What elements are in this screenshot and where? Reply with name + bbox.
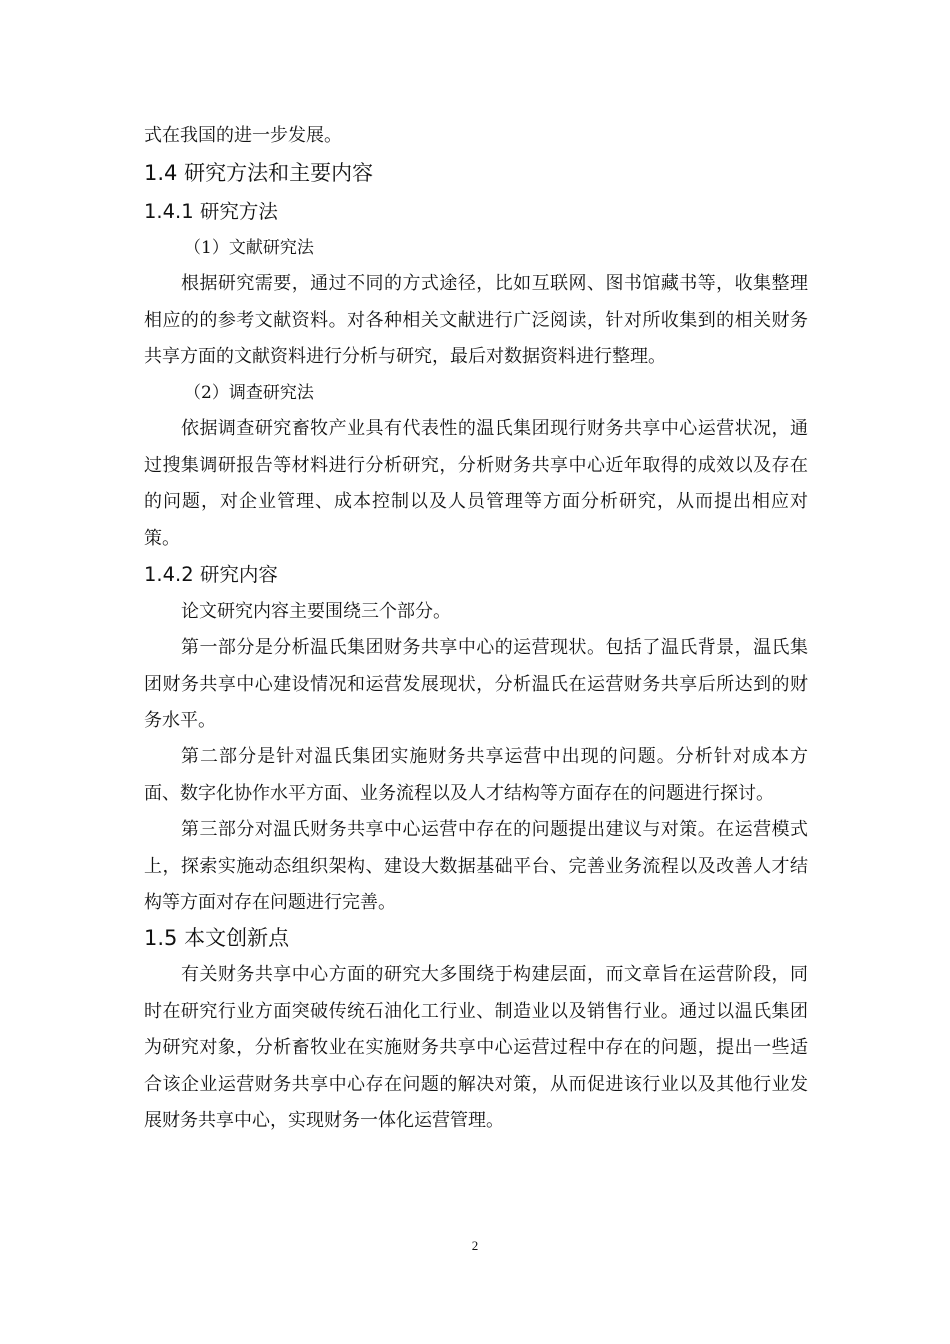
paragraph-survey-method: 依据调查研究畜牧产业具有代表性的温氏集团现行财务共享中心运营状况，通过搜集调研报告等材料进行分析研究，分析财务共享中心近年取得的成效以及存在的问题，对企业管理、成本控制以及人员管理等方面分析研究，从而提出相应对策。 [144,418,808,549]
paragraph-part-two: 第二部分是针对温氏集团实施财务共享运营中出现的问题。分析针对成本方面、数字化协作水平方面、业务流程以及人才结构等方面存在的问题进行探讨。 [144,746,808,804]
paragraph-content-intro: 论文研究内容主要围绕三个部分。 [181,601,451,622]
paragraph-part-one: 第一部分是分析温氏集团财务共享中心的运营现状。包括了温氏背景，温氏集团财务共享中心建设情况和运营发展现状，分析温氏在运营财务共享后所达到的财务水平。 [144,637,808,731]
paragraph-innovation: 有关财务共享中心方面的研究大多围绕于构建层面，而文章旨在运营阶段，同时在研究行业方面突破传统石油化工行业、制造业以及销售行业。通过以温氏集团为研究对象，分析畜牧业在实施财务共享中心运营过程中存在的问题，提出一些适合该企业运营财务共享中心存在问题的解决对策，从而促进该行业以及其他行业发展财务共享中心，实现财务一体化运营管理。 [144,964,808,1131]
continuation-paragraph: 式在我国的进一步发展。 [144,125,342,146]
paragraph-literature-method: 根据研究需要，通过不同的方式途径，比如互联网、图书馆藏书等，收集整理相应的的参考文献资料。对各种相关文献进行广泛阅读，针对所收集到的相关财务共享方面的文献资料进行分析与研究，最后对数据资料进行整理。 [144,273,808,367]
paragraph-part-three: 第三部分对温氏财务共享中心运营中存在的问题提出建议与对策。在运营模式上，探索实施动态组织架构、建设大数据基础平台、完善业务流程以及改善人才结构等方面对存在问题进行完善。 [144,819,808,913]
method-item-survey: （2）调查研究法 [184,383,314,403]
subsection-heading-1-4-2: 1.4.2 研究内容 [144,563,278,586]
subsection-heading-1-4-1: 1.4.1 研究方法 [144,200,278,223]
section-heading-1-5: 1.5 本文创新点 [144,926,290,950]
section-heading-1-4: 1.4 研究方法和主要内容 [144,161,374,185]
page-number: 2 [471,1238,479,1253]
method-item-literature: （1）文献研究法 [184,238,314,258]
